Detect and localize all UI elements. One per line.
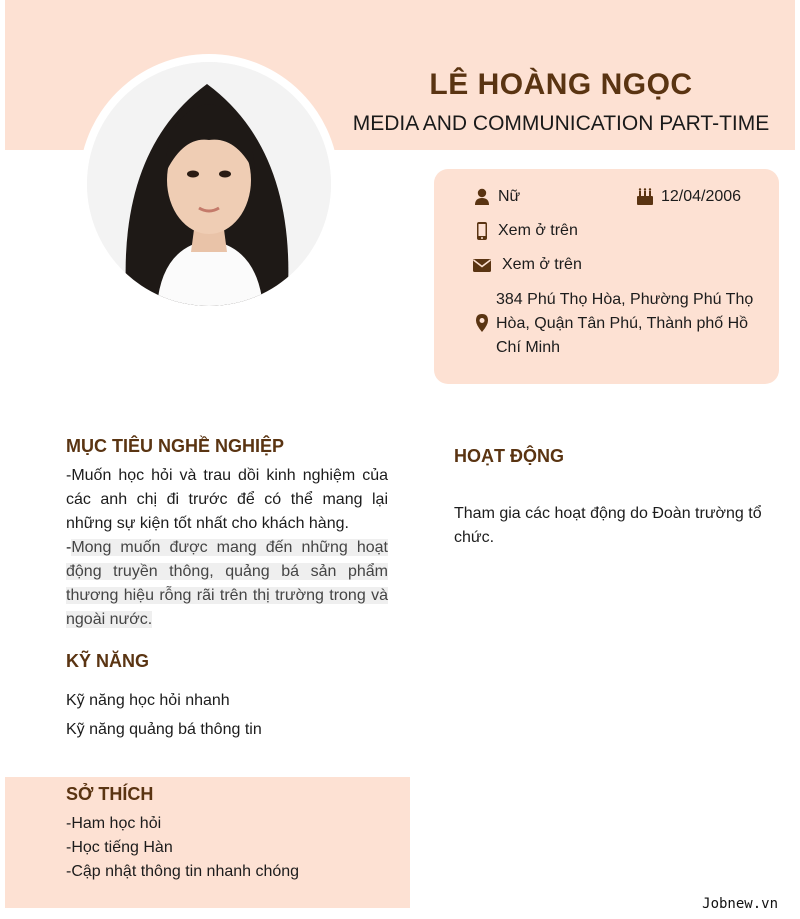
- skill-item: Kỹ năng học hỏi nhanh: [66, 692, 230, 709]
- mobile-phone-icon: [472, 221, 492, 241]
- skill-item: Kỹ năng quảng bá thông tin: [66, 721, 262, 738]
- avatar: [79, 54, 339, 314]
- birthday-row: [635, 187, 741, 207]
- objective-text: [66, 464, 388, 632]
- hobbies-title: SỞ THÍCH: [66, 784, 154, 804]
- hobby-item: -Ham học hỏi: [66, 815, 162, 832]
- user-icon: [472, 187, 492, 207]
- map-marker-icon: [472, 313, 492, 333]
- email-value: Xem ở trên: [502, 256, 582, 273]
- birthday-value: 12/04/2006: [661, 188, 742, 205]
- envelope-icon: [472, 255, 492, 275]
- phone-row: [472, 221, 578, 241]
- profile-photo: [87, 62, 331, 306]
- job-title: MEDIA AND COMMUNICATION PART-TIME: [352, 112, 770, 135]
- email-row: [472, 255, 582, 275]
- birthday-cake-icon: [635, 187, 655, 207]
- watermark: Jobnew.vn: [702, 896, 778, 912]
- gender-row: [472, 187, 520, 207]
- skills-title: KỸ NĂNG: [66, 651, 150, 671]
- objective-line-1: -Muốn học hỏi và trau dồi kinh nghiệm của các anh chị đi trước để có thể mang lại những sự kiện tốt nhất cho khách hàng.: [66, 467, 388, 532]
- address-value: 384 Phú Thọ Hòa, Phường Phú Thọ Hòa, Quận Tân Phú, Thành phố Hồ Chí Minh: [496, 291, 754, 356]
- gender-value: Nữ: [498, 188, 521, 205]
- objective-title: MỤC TIÊU NGHỀ NGHIỆP: [66, 436, 285, 456]
- hobby-item: -Học tiếng Hàn: [66, 839, 173, 856]
- activities-title: HOẠT ĐỘNG: [454, 446, 564, 466]
- phone-value: Xem ở trên: [498, 222, 578, 239]
- hobby-item: -Cập nhật thông tin nhanh chóng: [66, 863, 300, 880]
- activities-text: Tham gia các hoạt động do Đoàn trường tổ chức.: [454, 505, 762, 546]
- candidate-name: LÊ HOÀNG NGỌC: [429, 68, 693, 101]
- objective-line-2-prefix: -: [66, 539, 72, 556]
- objective-line-2: Mong muốn được mang đến những hoạt động truyền thông, quảng bá sản phẩm thương hiệu rỗng rãi trên thị trường trong và ngoài nước.: [66, 539, 388, 628]
